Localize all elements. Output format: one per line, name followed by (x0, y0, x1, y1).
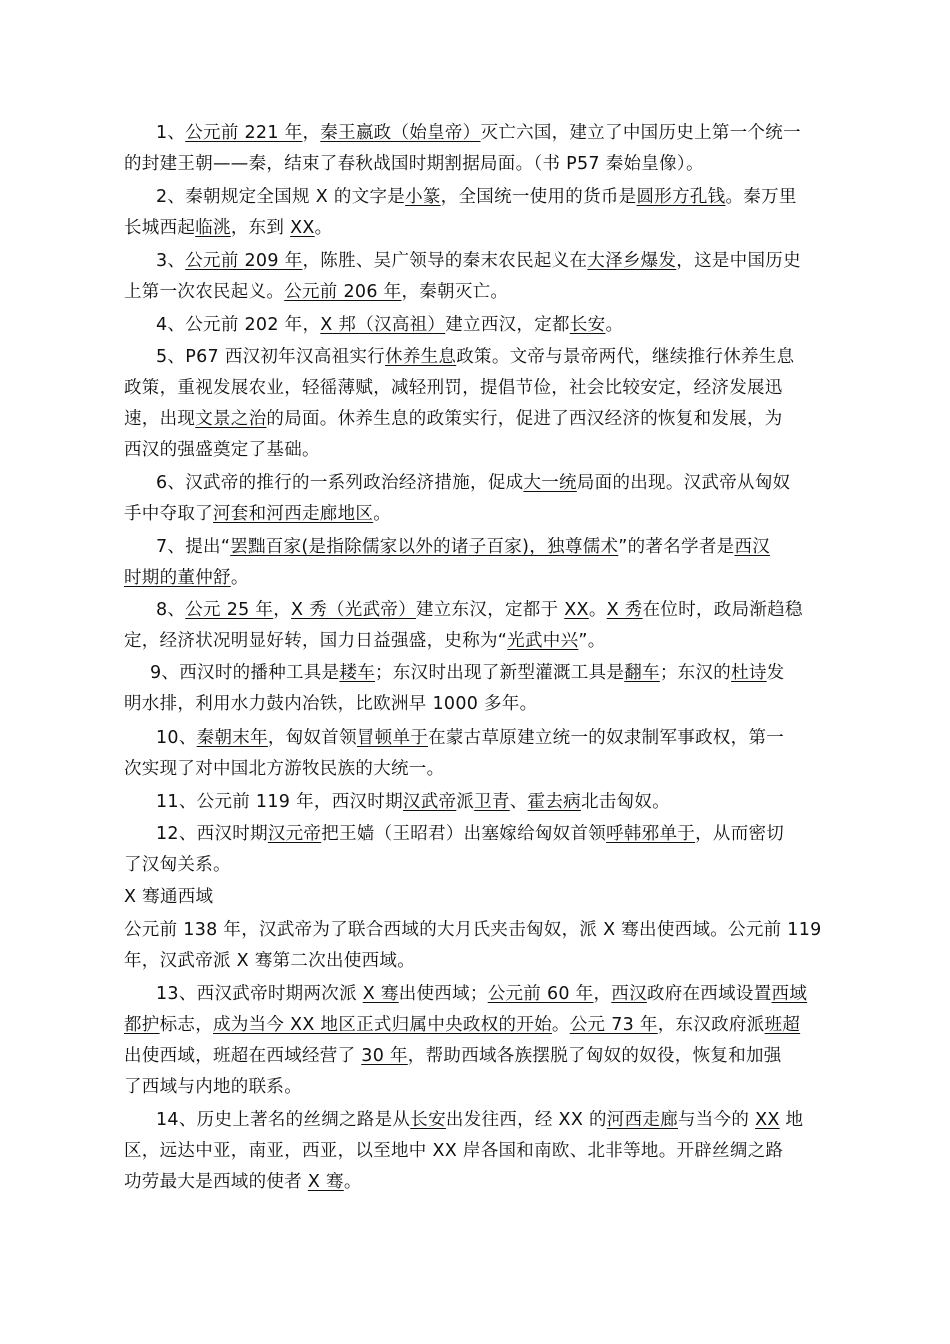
body-text: ；东汉的 (659, 663, 732, 683)
body-text: 了汉匈关系。 (124, 855, 231, 875)
body-text: 年，汉武帝派 X 骞第二次出使西域。 (124, 951, 416, 971)
item-7-line-2 (124, 566, 249, 590)
answer-text: 河套和河西走廊地区 (213, 504, 374, 524)
item-5-line-1 (156, 345, 832, 369)
answer-text: 霍去病 (527, 792, 581, 812)
answer-text: 公元前 209 年 (185, 251, 303, 271)
answer-text: 杜诗 (731, 663, 767, 683)
answer-text: 光武中兴 (507, 631, 579, 651)
item-5-line-4 (124, 438, 320, 462)
body-text: 。 (314, 218, 333, 238)
item-6-line-2 (124, 502, 391, 526)
body-text: 。秦万里 (725, 187, 797, 207)
body-text: 区，远达中亚，南亚，西亚，以至地中 XX 岸各国和南欧、北非等地。开辟丝绸之路 (124, 1141, 784, 1161)
body-text: ，东到 (230, 218, 291, 238)
body-text: 北击匈奴。 (580, 792, 670, 812)
body-text: 上第一次农民起义。 (124, 282, 285, 302)
body-text: 在蒙古草原建立统一的奴隶制军事政权，第一 (428, 728, 785, 748)
body-text: 功劳最大是西域的使者 (124, 1172, 308, 1192)
answer-text: XX (755, 1110, 780, 1130)
item-14-line-3 (124, 1170, 362, 1194)
body-text: 西汉的强盛奠定了基础。 (124, 440, 320, 460)
body-text: 3、 (156, 251, 186, 271)
item-12-line-1 (156, 822, 832, 846)
item-13-line-3 (124, 1044, 830, 1068)
body-text: 明水排，利用水力鼓内冶铁，比欧洲早 1000 多年。 (124, 694, 538, 714)
body-text: 12、西汉时期 (156, 824, 268, 844)
body-text: ，这是中国历史 (676, 251, 801, 271)
body-text: ；东汉时出现了新型灌溉工具是 (375, 663, 625, 683)
answer-text: 时期的董仲舒 (124, 568, 231, 588)
body-text: 把王嫱（王昭君）出塞嫁给匈奴首领 (321, 824, 607, 844)
body-text: 政策。文帝与景帝两代，继续推行休养生息 (456, 347, 795, 367)
body-text: 、 (509, 792, 528, 812)
body-text: 政府在西域设置 (646, 984, 772, 1004)
answer-text: X 秀 (606, 600, 643, 620)
answer-text: 秦王嬴政（始皇帝） (320, 123, 481, 143)
item-1-line-2 (124, 152, 704, 176)
answer-text: 成为当今 XX 地区正式归属中央政权的开始 (213, 1015, 552, 1035)
body-text: ， (273, 600, 292, 620)
body-text: 手中夺取了 (124, 504, 213, 524)
answer-text: XX (290, 218, 315, 238)
item-14-line-2 (124, 1139, 830, 1163)
item-13-line-1 (156, 982, 832, 1006)
answer-text: 西域 (771, 984, 808, 1004)
answer-text: 公元 73 年 (569, 1015, 658, 1035)
body-text: 的局面。休养生息的政策实行，促进了西汉经济的恢复和发展，为 (266, 409, 783, 429)
answer-text: 休养生息 (385, 347, 457, 367)
body-text: 公元前 138 年，汉武帝为了联合西域的大月氏夹击匈奴，派 X 骞出使西域。公元前 119 (124, 920, 822, 940)
section-intro-line-2 (124, 949, 415, 973)
answer-text: 文景之治 (195, 409, 267, 429)
answer-text: 秦朝末年 (196, 728, 268, 748)
item-2-line-1 (156, 185, 832, 209)
body-text: ，全国统一使用的货币是 (440, 187, 637, 207)
answer-text: 公元前 206 年 (284, 282, 402, 302)
body-text: ，秦朝灭亡。 (401, 282, 509, 302)
body-text: ，陈胜、吴广领导的秦末农民起义在 (302, 251, 588, 271)
body-text: 发 (766, 663, 785, 683)
body-text: 的封建王朝——秦，结束了春秋战国时期割据局面。（书 P57 秦始皇像）。 (124, 154, 704, 174)
item-13-line-4 (124, 1075, 302, 1099)
body-text: 建立东汉，定都于 (416, 600, 565, 620)
item-7-line-1 (156, 535, 832, 559)
body-text: 派 (456, 792, 475, 812)
body-text: 标志， (159, 1015, 214, 1035)
item-10-line-1 (156, 726, 832, 750)
answer-text: 都护 (124, 1015, 160, 1035)
section-intro-line-1 (124, 918, 830, 942)
body-text: ，从而密切 (695, 824, 785, 844)
body-text: 出使西域，班超在西域经营了 (124, 1046, 362, 1066)
body-text: ，帮助西域各族摆脱了匈奴的奴役，恢复和加强 (407, 1046, 782, 1066)
answer-text: 西汉 (611, 984, 647, 1004)
answer-text: 公元前 60 年 (487, 984, 594, 1004)
answer-text: 翻车 (624, 663, 660, 683)
body-text: ”的著名学者是 (618, 537, 735, 557)
body-text: 7、提出“ (156, 537, 231, 557)
section-heading-line (124, 885, 213, 909)
item-4-line-1 (156, 313, 623, 337)
body-text: ， (302, 123, 321, 143)
answer-text: 汉武帝 (402, 792, 457, 812)
item-8-line-2 (124, 629, 606, 653)
answer-text: 罢黜百家(是指除儒家以外的诸子百家)，独尊儒术 (230, 537, 619, 557)
answer-text: X 骞 (362, 984, 399, 1004)
body-text: 。 (605, 315, 624, 335)
body-text: 定，经济状况明显好转，国力日益强盛，史称为“ (124, 631, 508, 651)
body-text: 6、汉武帝的推行的一系列政治经济措施，促成 (156, 473, 524, 493)
item-3-line-2 (124, 280, 508, 304)
item-12-line-2 (124, 853, 231, 877)
body-text: 与当今的 (678, 1110, 756, 1130)
body-text: 14、历史上著名的丝绸之路是从 (156, 1110, 411, 1130)
body-text: 1、 (156, 123, 186, 143)
answer-text: 公元 25 年 (185, 600, 274, 620)
item-14-line-1 (156, 1108, 832, 1132)
body-text: 5、P67 西汉初年汉高祖实行 (156, 347, 386, 367)
body-text: 建立西汉，定都 (445, 315, 570, 335)
answer-text: 大泽乡爆发 (587, 251, 677, 271)
item-5-line-2 (124, 376, 830, 400)
item-3-line-1 (156, 249, 832, 273)
body-text: 出发往西，经 XX 的 (445, 1110, 607, 1130)
body-text: 。 (588, 600, 607, 620)
answer-text: 长安 (569, 315, 606, 335)
body-text: 出使西域； (398, 984, 488, 1004)
body-text: 4、公元前 202 年， (156, 315, 321, 335)
answer-text: 耧车 (339, 663, 376, 683)
answer-text: 大一统 (523, 473, 577, 493)
body-text: 。 (230, 568, 249, 588)
body-text: 长城西起 (124, 218, 196, 238)
body-text: 2、秦朝规定全国规 X 的文字是 (156, 187, 406, 207)
body-text: 了西域与内地的联系。 (124, 1077, 302, 1097)
answer-text: 西汉 (734, 537, 771, 557)
item-10-line-2 (124, 757, 444, 781)
item-1-line-1 (156, 121, 832, 145)
body-text: 11、公元前 119 年，西汉时期 (156, 792, 403, 812)
body-text: 。 (343, 1172, 362, 1192)
body-text: ”。 (578, 631, 606, 651)
body-text: 。 (551, 1015, 570, 1035)
body-text: 速，出现 (124, 409, 196, 429)
item-9-line-1 (150, 661, 832, 685)
answer-text: 班超 (764, 1015, 801, 1035)
body-text: ，东汉政府派 (657, 1015, 765, 1035)
body-text: ，匈奴首领 (267, 728, 357, 748)
answer-text: 汉元帝 (267, 824, 322, 844)
body-text: 在位时，政局渐趋稳 (642, 600, 803, 620)
answer-text: 圆形方孔钱 (636, 187, 726, 207)
answer-text: X 邦（汉高祖） (320, 315, 446, 335)
item-8-line-1 (156, 598, 832, 622)
answer-text: 呼韩邪单于 (606, 824, 696, 844)
item-13-line-2 (124, 1013, 830, 1037)
answer-text: 临洮 (195, 218, 231, 238)
body-text: 10、 (156, 728, 197, 748)
item-9-line-2 (124, 692, 537, 716)
body-text: 9、西汉时的播种工具是 (150, 663, 340, 683)
answer-text: 卫青 (474, 792, 510, 812)
body-text: 局面的出现。汉武帝从匈奴 (576, 473, 791, 493)
body-text: 次实现了对中国北方游牧民族的大统一。 (124, 759, 445, 779)
body-text: X 骞通西域 (124, 887, 214, 907)
answer-text: 长安 (410, 1110, 446, 1130)
item-11-line-1 (156, 790, 670, 814)
item-5-line-3 (124, 407, 830, 431)
body-text: 。 (373, 504, 392, 524)
body-text: 8、 (156, 600, 186, 620)
answer-text: 公元前 221 年 (185, 123, 303, 143)
body-text: 地 (779, 1110, 804, 1130)
body-text: 政策，重视发展农业，轻徭薄赋，减轻刑罚，提倡节俭，社会比较安定，经济发展迅 (124, 378, 783, 398)
answer-text: 河西走廊 (606, 1110, 678, 1130)
answer-text: XX (564, 600, 589, 620)
answer-text: X 骞 (307, 1172, 344, 1192)
answer-text: 小篆 (405, 187, 441, 207)
body-text: 灭亡六国，建立了中国历史上第一个统一 (480, 123, 801, 143)
item-2-line-2 (124, 216, 332, 240)
answer-text: X 秀（光武帝） (291, 600, 416, 620)
body-text: 13、西汉武帝时期两次派 (156, 984, 363, 1004)
answer-text: 冒顿单于 (356, 728, 429, 748)
answer-text: 30 年 (361, 1046, 408, 1066)
item-6-line-1 (156, 471, 832, 495)
body-text: ， (593, 984, 612, 1004)
